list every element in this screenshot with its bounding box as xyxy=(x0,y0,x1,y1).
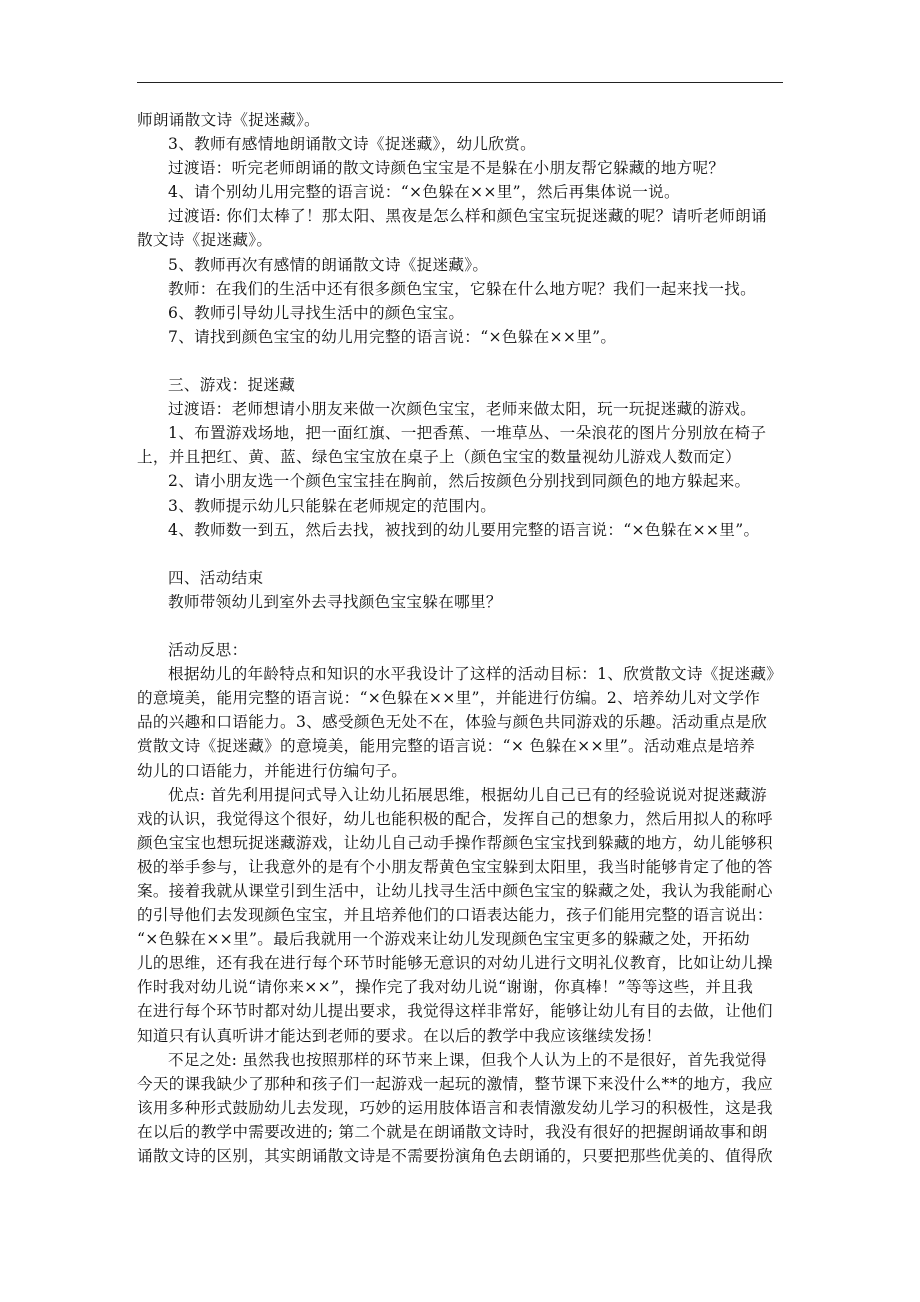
text-line: 5、教师再次有感情的朗诵散文诗《捉迷藏》。 xyxy=(168,255,489,274)
text-line: 1、布置游戏场地，把一面红旗、一把香蕉、一堆草丛、一朵浪花的图片分别放在椅子 xyxy=(168,424,767,443)
text-line: 7、请找到颜色宝宝的幼儿用完整的语言说：“×色躲在××里”。 xyxy=(168,327,617,346)
section-heading: 活动反思： xyxy=(168,641,248,660)
text-line: 案。接着我就从课堂引到生活中，让幼儿找寻生活中颜色宝宝的躲藏之处，我认为我能耐心 xyxy=(137,882,773,900)
blank-line xyxy=(137,542,787,566)
text-line: 赏散文诗《捉迷藏》的意境美，能用完整的语言说：“× 色躲在××里”。活动难点是培养 xyxy=(137,737,756,756)
text-line: 在以后的教学中需要改进的; 第二个就是在朗诵散文诗时，我没有很好的把握朗诵故事和朗 xyxy=(137,1122,768,1141)
text-line: 该用多种形式鼓励幼儿去发现，巧妙的运用肢体语言和表情激发幼儿学习的积极性，这是我 xyxy=(137,1098,773,1117)
text-line: “×色躲在××里”。最后我就用一个游戏来让幼儿发现颜色宝宝更多的躲藏之处，开拓幼 xyxy=(137,930,750,949)
text-line: 诵散文诗的区别，其实朗诵散文诗是不需要扮演角色去朗诵的，只要把那些优美的、值得欣 xyxy=(137,1147,773,1166)
section-heading: 三、游戏：捉迷藏 xyxy=(168,376,296,395)
text-line: 过渡语: 你们太棒了！那太阳、黑夜是怎么样和颜色宝宝玩捉迷藏的呢？请听老师朗诵 xyxy=(168,207,767,226)
text-line: 幼儿的口语能力，并能进行仿编句子。 xyxy=(137,761,408,780)
document-body xyxy=(137,108,787,1168)
text-line: 教师带领幼儿到室外去寻找颜色宝宝躲在哪里？ xyxy=(168,592,502,611)
text-line: 不足之处: 虽然我也按照那样的环节来上课，但我个人认为上的不是很好，首先我觉得 xyxy=(168,1050,767,1069)
text-line: 的意境美，能用完整的语言说：“×色躲在××里”，并能进行仿编。2、培养幼儿对文学作 xyxy=(137,689,761,708)
text-line: 颜色宝宝也想玩捉迷藏游戏，让幼儿自己动手操作帮颜色宝宝找到躲藏的地方，幼儿能够积 xyxy=(137,833,773,852)
text-line: 师朗诵散文诗《捉迷藏》。 xyxy=(137,111,320,129)
blank-line xyxy=(137,614,787,638)
text-line: 散文诗《捉迷藏》。 xyxy=(137,231,273,250)
text-line: 在进行每个环节时都对幼儿提出要求，我觉得这样非常好，能够让幼儿有目的去做，让他们 xyxy=(137,1002,773,1021)
text-line: 4、请个别幼儿用完整的语言说：“×色躲在××里”，然后再集体说一说。 xyxy=(168,183,680,202)
text-line: 教师：在我们的生活中还有很多颜色宝宝，它躲在什么地方呢？我们一起来找一找。 xyxy=(168,279,757,298)
text-line: 的引导他们去发现颜色宝宝，并且培养他们的口语表达能力，孩子们能用完整的语言说出： xyxy=(137,906,773,925)
blank-line xyxy=(137,349,787,373)
header-rule xyxy=(137,82,783,83)
text-line: 戏的认识，我觉得这个很好，幼儿也能积极的配合，发挥自己的想象力，然后用拟人的称呼 xyxy=(137,809,773,828)
text-line: 优点: 首先利用提问式导入让幼儿拓展思维，根据幼儿自己已有的经验说说对捉迷藏游 xyxy=(168,785,767,804)
text-line: 儿的思维，还有我在进行每个环节时能够无意识的对幼儿进行文明礼仪教育，比如让幼儿操 xyxy=(137,954,773,973)
text-line: 6、教师引导幼儿寻找生活中的颜色宝宝。 xyxy=(168,303,465,322)
text-line: 3、教师有感情地朗诵散文诗《捉迷藏》，幼儿欣赏。 xyxy=(168,135,536,154)
text-line: 2、请小朋友选一个颜色宝宝挂在胸前，然后按颜色分别找到同颜色的地方躲起来。 xyxy=(168,472,751,491)
text-line: 上，并且把红、黄、蓝、绿色宝宝放在桌子上（颜色宝宝的数量视幼儿游戏人数而定） xyxy=(137,448,741,467)
text-line: 3、教师提示幼儿只能躲在老师规定的范围内。 xyxy=(168,496,497,515)
text-line: 过渡语：听完老师朗诵的散文诗颜色宝宝是不是躲在小朋友帮它躲藏的地方呢？ xyxy=(168,159,725,178)
text-line: 知道只有认真听讲才能达到老师的要求。在以后的教学中我应该继续发扬！ xyxy=(137,1026,662,1045)
text-line: 今天的课我缺少了那种和孩子们一起游戏一起玩的激情，整节课下来没什么**的地方，我应 xyxy=(137,1074,774,1093)
section-heading: 四、活动结束 xyxy=(168,568,264,587)
text-line: 品的兴趣和口语能力。3、感受颜色无处不在，体验与颜色共同游戏的乐趣。活动重点是欣 xyxy=(137,713,768,732)
text-line: 极的举手参与，让我意外的是有个小朋友帮黄色宝宝躲到太阳里，我当时能够肯定了他的答 xyxy=(137,857,773,876)
text-line: 过渡语：老师想请小朋友来做一次颜色宝宝，老师来做太阳，玩一玩捉迷藏的游戏。 xyxy=(168,400,757,419)
text-line: 4、教师数一到五，然后去找，被找到的幼儿要用完整的语言说：“×色躲在××里”。 xyxy=(168,520,760,539)
text-line: 根据幼儿的年龄特点和知识的水平我设计了这样的活动目标：1、欣赏散文诗《捉迷藏》 xyxy=(168,665,783,684)
text-line: 作时我对幼儿说“请你来××”，操作完了我对幼儿说“谢谢，你真棒！”等等这些，并且我 xyxy=(137,978,754,997)
